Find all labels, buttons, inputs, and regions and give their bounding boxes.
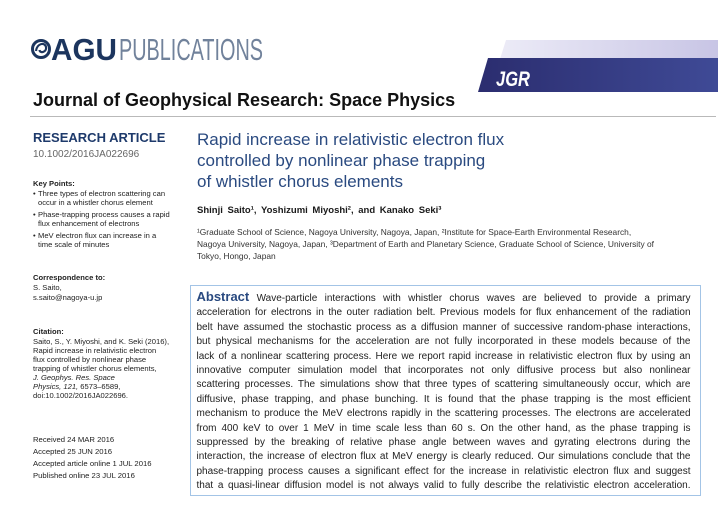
citation-line: flux controlled by nonlinear phase bbox=[33, 355, 147, 364]
citation-line: Rapid increase in relativistic electron bbox=[33, 346, 157, 355]
abstract-line: but physical mechanisms for the acceleration are not fully incorporated in these models because of the bbox=[196, 336, 691, 348]
citation-volume: Physics, 121, bbox=[33, 382, 79, 391]
logo-agu-text: AGU bbox=[51, 32, 117, 67]
key-point-line: flux enhancement of electrons bbox=[38, 219, 140, 228]
article-title-line: Rapid increase in relativistic electron flux bbox=[197, 130, 505, 149]
citation-doi[interactable]: doi:10.1002/2016JA022696. bbox=[33, 391, 129, 400]
article-doi[interactable]: 10.1002/2016JA022696 bbox=[33, 149, 140, 160]
abstract-line bbox=[197, 290, 691, 306]
publication-dates bbox=[33, 434, 183, 482]
correspondence-name: S. Saito, bbox=[33, 283, 62, 292]
date-published: Published online 23 JUL 2016 bbox=[33, 471, 135, 480]
key-point-line: time scale of minutes bbox=[38, 240, 110, 249]
correspondence bbox=[33, 273, 183, 303]
key-point bbox=[33, 189, 183, 207]
key-point-line: occur in a whistler chorus element bbox=[38, 198, 153, 207]
abstract-box bbox=[190, 285, 701, 496]
abstract-line: lack of a nonlinear scattering process. Here we report rapid increase in relativistic electron flux by using an bbox=[196, 350, 691, 362]
article-type: RESEARCH ARTICLE bbox=[33, 130, 166, 145]
citation bbox=[33, 327, 183, 400]
article-title-line: of whistler chorus elements bbox=[197, 172, 403, 191]
key-point-line: • Three types of electron scattering can bbox=[38, 189, 166, 198]
jgr-journal-badge bbox=[462, 36, 718, 96]
citation-line: trapping of whistler chorus elements, bbox=[33, 364, 157, 373]
citation-volume-line bbox=[33, 382, 183, 391]
abstract-line: diffusive, phase trapping, and phase bunching. It is found that the phase trapping is the most efficient bbox=[196, 393, 691, 405]
abstract-line: from 400 keV to over 1 MeV in time scale less than 60 s. On the other hand, as the phase trapping is bbox=[196, 422, 691, 434]
correspondence-email-link[interactable]: s.saito@nagoya-u.jp bbox=[33, 293, 103, 302]
abstract-line: phase-trapping process causes a significant effect for the increase in relativistic electron flux and suggest bbox=[196, 465, 691, 477]
abstract-line: innovative computer simulation model that incorporates not only diffusive process but also nonlinear bbox=[196, 365, 691, 377]
logo-publications-text: PUBLICATIONS bbox=[119, 32, 263, 67]
affiliation-line: ¹Graduate School of Science, Nagoya University, Nagoya, Japan, ²Institute for Space-Earth Environmental Research, bbox=[197, 227, 632, 237]
affiliation-line: Tokyo, Hongo, Japan bbox=[197, 251, 276, 261]
agu-publications-logo bbox=[30, 31, 270, 65]
abstract-line: that a quasi-linear diffusion model is not always valid to fully describe the relativistic electron acceleration. bbox=[196, 480, 691, 492]
citation-pages: 6573–6589, bbox=[78, 382, 121, 391]
badge-light-band bbox=[500, 40, 718, 59]
article-title-line: controlled by nonlinear phase trapping bbox=[197, 151, 486, 170]
abstract-line: belt have assumed the stochastic process as a diffusion manner of successive random-phase interactions, bbox=[196, 321, 691, 333]
abstract-line: suppressed by the breaking of relative phase angle between waves and gyrating electrons during the bbox=[196, 437, 691, 449]
abstract-line: acceleration for electrons in the outer radiation belt. Previous models for flux enhancement of the radiation bbox=[196, 307, 691, 319]
authors: Shinji Saito¹, Yoshizumi Miyoshi², and Kanako Seki³ bbox=[197, 205, 442, 216]
key-point-line: • MeV electron flux can increase in a bbox=[38, 231, 157, 240]
key-points-list bbox=[33, 189, 183, 249]
jgr-badge-text: JGR bbox=[496, 68, 531, 91]
key-points bbox=[33, 179, 183, 252]
article-title bbox=[197, 129, 504, 192]
date-accepted-online: Accepted article online 1 JUL 2016 bbox=[33, 459, 152, 468]
citation-journal: J. Geophys. Res. Space bbox=[33, 373, 115, 382]
date-accepted: Accepted 25 JUN 2016 bbox=[33, 447, 113, 456]
key-point bbox=[33, 210, 183, 228]
abstract-line-text: Wave-particle interactions with whistler chorus waves are believed to provide a primary bbox=[256, 293, 691, 304]
key-point bbox=[33, 231, 183, 249]
key-points-heading: Key Points: bbox=[33, 179, 75, 188]
journal-title: Journal of Geophysical Research: Space Physics bbox=[33, 90, 456, 110]
citation-line: Saito, S., Y. Miyoshi, and K. Seki (2016), bbox=[33, 337, 170, 346]
header-rule bbox=[30, 116, 716, 117]
abstract-line: scattering processes. The simulations show that three types of scattering simultaneously occur, which are bbox=[196, 379, 691, 391]
key-point-line: • Phase-trapping process causes a rapid bbox=[38, 210, 170, 219]
correspondence-heading: Correspondence to: bbox=[33, 273, 106, 282]
citation-heading: Citation: bbox=[33, 327, 64, 336]
abstract-heading: Abstract bbox=[196, 289, 250, 304]
agu-globe-icon bbox=[33, 41, 50, 58]
abstract-line: mechanism to produce the MeV electrons rapidly in the scattering processes. The electrons are accelerated bbox=[196, 408, 691, 420]
date-received: Received 24 MAR 2016 bbox=[33, 435, 115, 444]
affiliations bbox=[197, 226, 654, 262]
affiliation-line: Nagoya University, Nagoya, Japan, ³Department of Earth and Planetary Science, Graduate School of Science, University of bbox=[197, 239, 654, 249]
abstract-line: interaction, the increase of electron flux at MeV energy is clearly reduced. Our simulations conclude that the bbox=[196, 451, 691, 463]
